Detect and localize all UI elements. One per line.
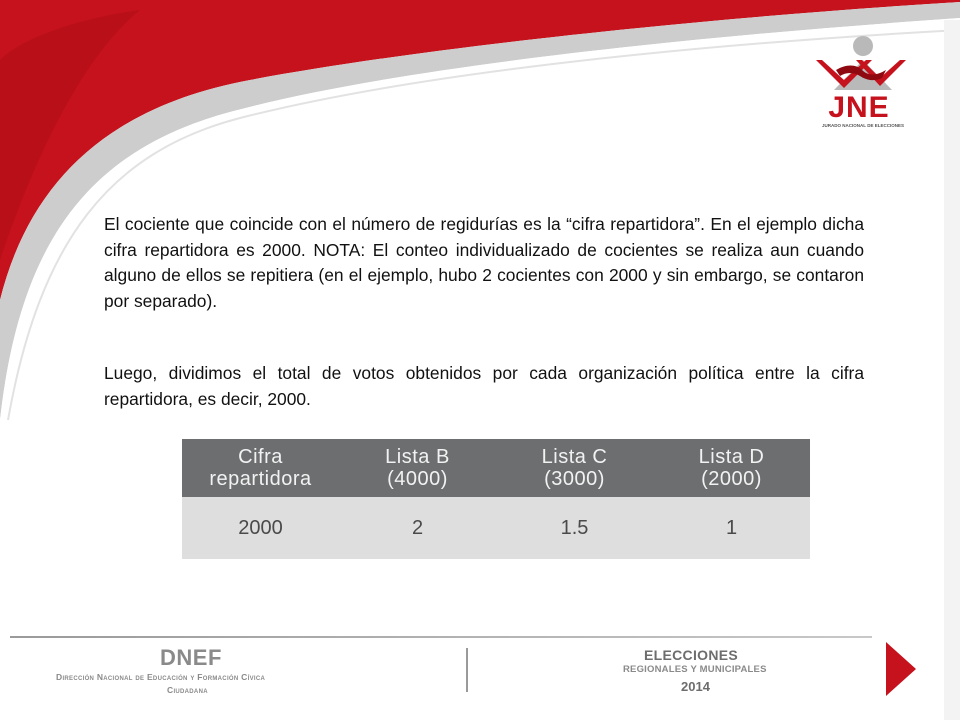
cell-lista-c: 1.5 [496,497,653,559]
cell-cifra: 2000 [182,497,339,559]
play-triangle-icon[interactable] [884,640,918,698]
header-line: Lista C [541,446,608,468]
footer-org-name: DNEF [160,645,222,670]
footer-event-year: 2014 [681,679,710,694]
table-header-row [182,439,810,497]
header-line: Lista D [698,446,765,468]
header-line: (2000) [701,468,762,490]
paragraph-cifra-repartidora: El cociente que coincide con el número de regidurías es la “cifra repartidora”. En el ejemplo dicha cifra repartidora es 2000. NOTA: El conteo individualizado de cocientes se realiza aun cuando alguno de ellos se repitiera (en el ejemplo, hubo 2 cocientes con 2000 y sin embargo, se contaron por separado). [104,214,864,311]
table-row [182,497,810,559]
footer-org-line1: Dirección Nacional de Educación y Formación Cívica [56,672,266,682]
footer-vertical-divider [466,648,468,692]
header-line: (4000) [387,468,448,490]
header-line: Cifra [238,446,283,468]
jne-logo [806,30,916,134]
header-lista-c [496,439,653,497]
footer-event-subtitle: REGIONALES Y MUNICIPALES [623,664,767,675]
jne-logo-subtext: JURADO NACIONAL DE ELECCIONES [822,123,904,128]
cell-lista-d: 1 [653,497,810,559]
header-line: (3000) [544,468,605,490]
jne-logo-text: JNE [828,91,890,124]
header-lista-b [339,439,496,497]
paragraph-division: Luego, dividimos el total de votos obtenidos por cada organización política entre la cifra repartidora, es decir, 2000. [104,363,864,409]
footer-org-line2: Ciudadana [167,685,208,695]
cell-lista-b: 2 [339,497,496,559]
results-table [182,439,810,559]
header-line: repartidora [209,468,312,490]
header-lista-d [653,439,810,497]
footer-event-title: ELECCIONES [644,647,739,663]
header-line: Lista B [385,446,450,468]
header-cifra-repartidora [182,439,339,497]
jne-handshake-logo-icon [806,30,916,96]
footer-divider-line [10,636,872,638]
results-table-container [168,429,826,569]
